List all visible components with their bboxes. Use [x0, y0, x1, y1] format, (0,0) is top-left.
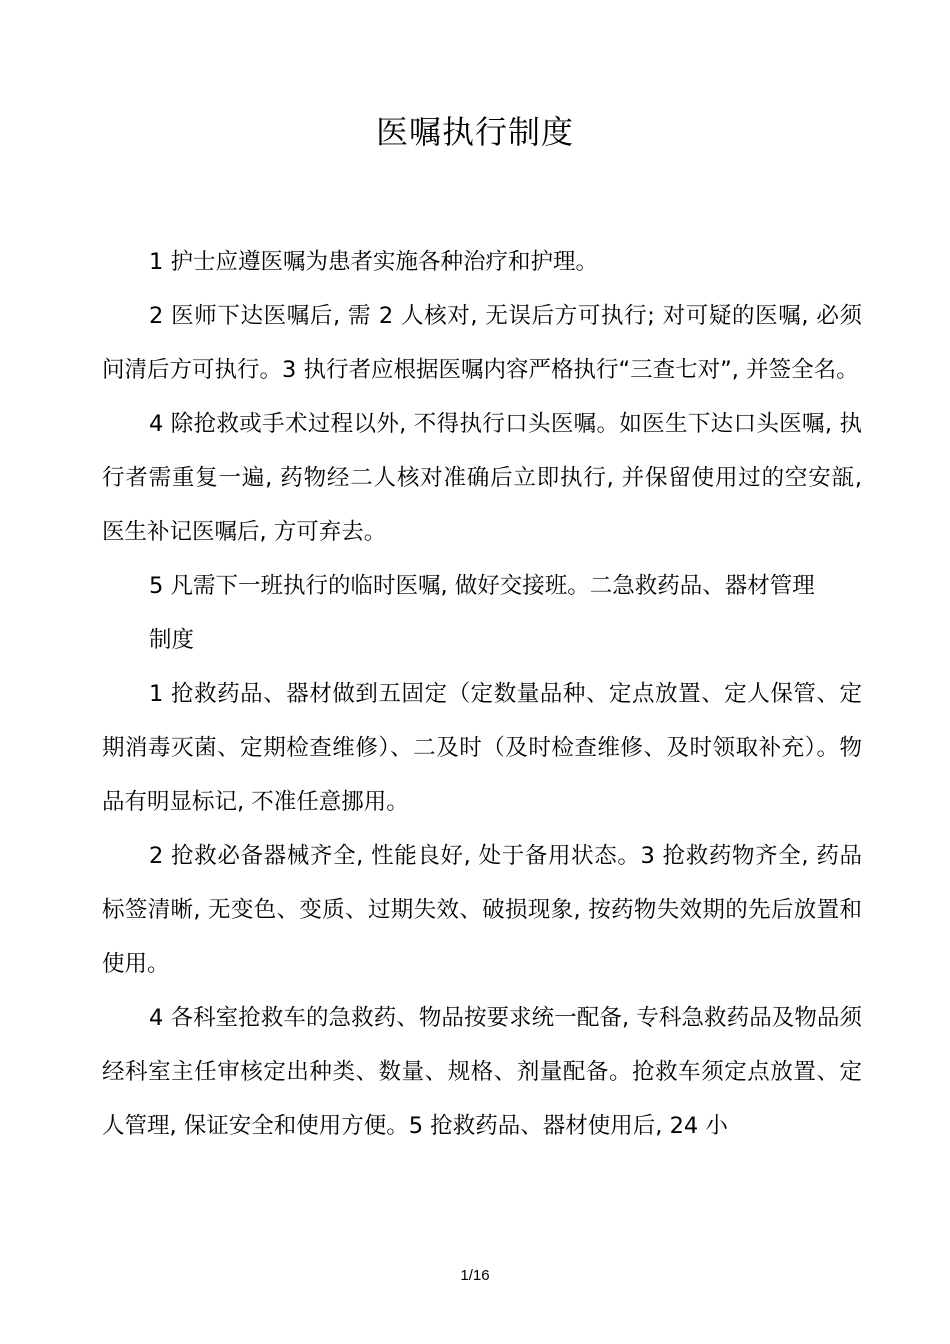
page-title: 医嘱执行制度 [375, 113, 574, 151]
paragraph-3: 4 除抢救或手术过程以外, 不得执行口头医嘱。如医生下达口头医嘱, 执行者需重复一遍, 药物经二人核对准确后立即执行, 并保留使用过的空安瓿, 医生补记医嘱后, 方可弃去。 [102, 411, 862, 545]
paragraph-1: 1 护士应遵医嘱为患者实施各种治疗和护理。 [149, 249, 598, 275]
paragraph-5: 制度 [149, 627, 195, 653]
paragraph-4: 5 凡需下一班执行的临时医嘱, 做好交接班。二急救药品、器材管理 [149, 573, 815, 599]
paragraph-6: 1 抢救药品、器材做到五固定（定数量品种、定点放置、定人保管、定期消毒灭菌、定期检查维修）、二及时（及时检查维修、及时领取补充）。物品有明显标记, 不准任意挪用。 [102, 681, 862, 815]
paragraph-8: 4 各科室抢救车的急救药、物品按要求统一配备, 专科急救药品及物品须经科室主任审核定出种类、数量、规格、剂量配备。抢救车须定点放置、定人管理, 保证安全和使用方便。5 抢救药品、器材使用后, 24 小 [102, 1005, 862, 1139]
document-body [102, 235, 862, 1153]
page-number: 1/16 [460, 1267, 490, 1284]
paragraph-2: 2 医师下达医嘱后, 需 2 人核对, 无误后方可执行; 对可疑的医嘱, 必须问清后方可执行。3 执行者应根据医嘱内容严格执行“三查七对”, 并签全名。 [102, 303, 862, 383]
paragraph-7: 2 抢救必备器械齐全, 性能良好, 处于备用状态。3 抢救药物齐全, 药品标签清晰, 无变色、变质、过期失效、破损现象, 按药物失效期的先后放置和使用。 [102, 843, 862, 977]
